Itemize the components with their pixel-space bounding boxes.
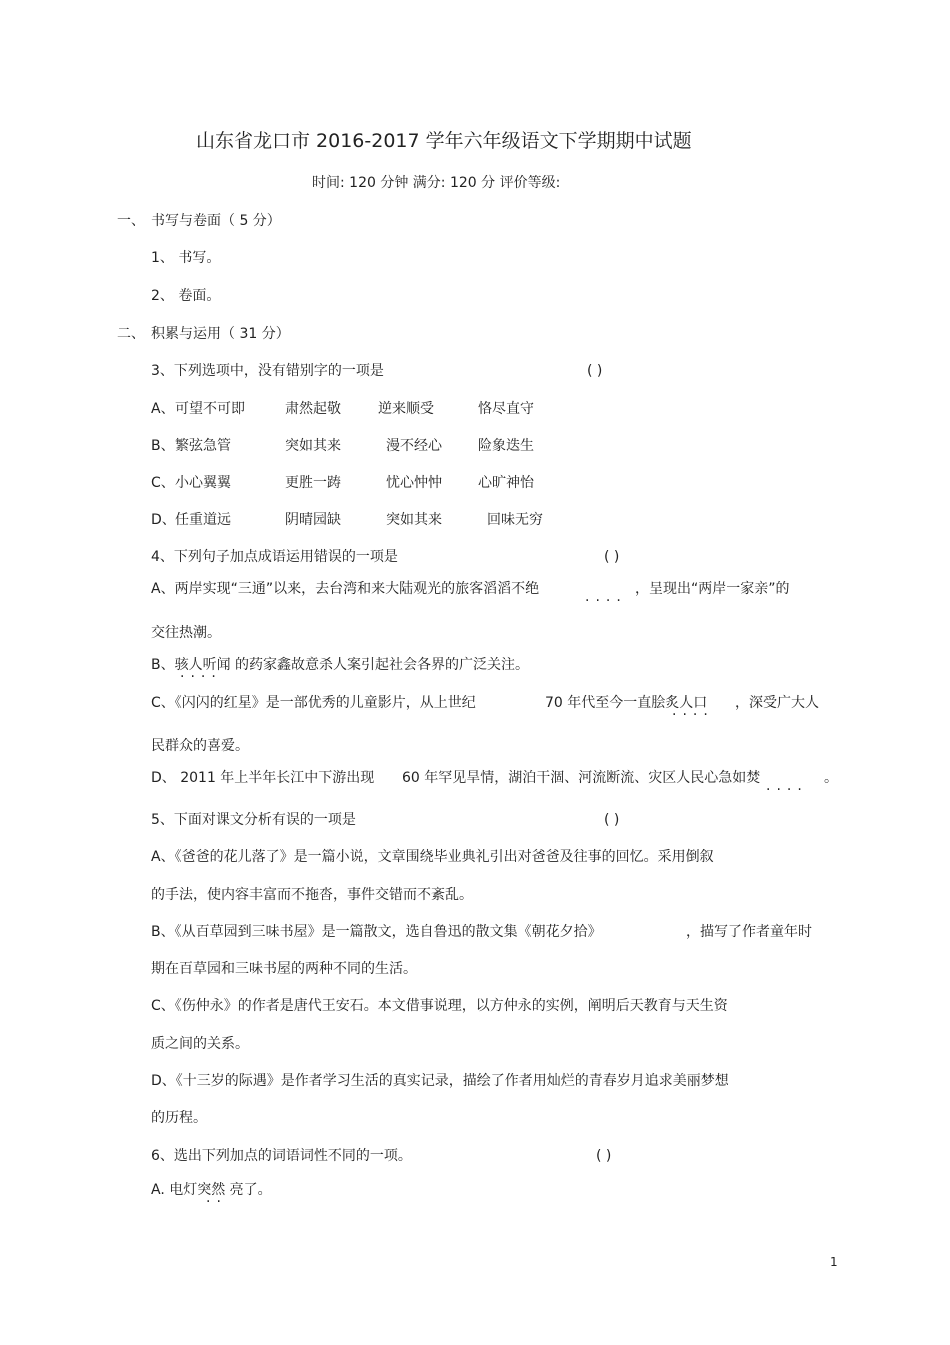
q3-option-d-word-3: 突如其来	[386, 512, 442, 528]
q3-option-d-word-4: 回味无穷	[487, 512, 543, 528]
q3-option-a-word-1: 可望不可即	[175, 401, 245, 417]
q4-option-d-line-1: D、 2011 年上半年长江中下游出现	[151, 770, 375, 786]
q4-option-c-line-1: C、《闪闪的红星》是一部优秀的儿童影片，从上世纪	[151, 695, 476, 711]
emphasis-dots: ····	[766, 782, 808, 798]
section-1-title: 书写与卷面（ 5 分）	[151, 213, 281, 229]
q3-option-c-word-4: 心旷神怡	[478, 475, 534, 491]
section-1-number: 一、	[117, 213, 145, 229]
emphasis-dots: ····	[585, 593, 627, 609]
q5-option-b-line-1: B、《从百草园到三味书屋》是一篇散文，选自鲁迅的散文集《朝花夕拾》	[151, 924, 602, 940]
q3-option-a-word-3: 逆来顺受	[378, 401, 434, 417]
item-handwriting: 1、 书写。	[151, 250, 221, 266]
q4-option-d-line-1-tail: 。	[824, 770, 838, 786]
page-number: 1	[830, 1255, 838, 1269]
q3-option-d-label: D、	[151, 512, 176, 528]
q4-option-d-line-1-mid: 60 年罕见旱情，湖泊干涸、河流断流、灾区人民心急如焚	[402, 770, 761, 786]
q4-option-a-line-1-tail: ，呈现出“两岸一家亲”的	[635, 581, 790, 597]
q3-option-a-label: A、	[151, 401, 175, 417]
q5-option-b-line-2: 期在百草园和三味书屋的两种不同的生活。	[151, 961, 417, 977]
question-4-answer-paren: ( )	[604, 549, 620, 565]
q5-option-c-line-1: C、《伤仲永》的作者是唐代王安石。本文借事说理，以方仲永的实例，阐明后天教育与天生资	[151, 998, 728, 1014]
q4-option-a-line-2: 交往热潮。	[151, 625, 221, 641]
question-3-answer-paren: ( )	[587, 363, 603, 379]
q3-option-a-word-4: 恪尽直守	[478, 401, 534, 417]
q4-option-c-line-2: 民群众的喜爱。	[151, 738, 249, 754]
emphasis-dots: ····	[672, 707, 714, 723]
q4-option-a-line-1: A、两岸实现“三通”以来，去台湾和来大陆观光的旅客滔滔不绝	[151, 581, 540, 597]
q4-option-c-line-1-mid: 70 年代至今一直脍炙人口	[545, 695, 708, 711]
q3-option-b-word-2: 突如其来	[285, 438, 341, 454]
emphasis-dots: ····	[180, 669, 222, 685]
q4-option-b: B、骇人听闻 的药家鑫故意杀人案引起社会各界的广泛关注。	[151, 657, 530, 673]
page-title: 山东省龙口市 2016-2017 学年六年级语文下学期期中试题	[196, 130, 692, 152]
q3-option-d-word-1: 任重道远	[175, 512, 231, 528]
q3-option-b-word-1: 繁弦急管	[175, 438, 231, 454]
q5-option-a-line-2: 的手法，使内容丰富而不拖沓，事件交错而不紊乱。	[151, 887, 473, 903]
question-4-stem: 4、下列句子加点成语运用错误的一项是	[151, 549, 398, 565]
q3-option-d-word-2: 阴晴园缺	[285, 512, 341, 528]
q5-option-a-line-1: A、《爸爸的花儿落了》是一篇小说，文章围绕毕业典礼引出对爸爸及往事的回忆。采用倒叙	[151, 849, 714, 865]
section-2-number: 二、	[117, 326, 145, 342]
section-2-title: 积累与运用（ 31 分）	[151, 326, 290, 342]
q6-option-a: A. 电灯突然 亮了。	[151, 1182, 272, 1198]
q5-option-d-line-1: D、《十三岁的际遇》是作者学习生活的真实记录，描绘了作者用灿烂的青春岁月追求美丽梦想	[151, 1073, 729, 1089]
q3-option-c-word-3: 忧心忡忡	[386, 475, 442, 491]
question-3-stem: 3、下列选项中，没有错别字的一项是	[151, 363, 384, 379]
q4-option-c-line-1-tail: ，深受广大人	[735, 695, 819, 711]
question-6-answer-paren: ( )	[596, 1148, 612, 1164]
q3-option-c-label: C、	[151, 475, 175, 491]
q5-option-c-line-2: 质之间的关系。	[151, 1036, 249, 1052]
question-5-stem: 5、下面对课文分析有误的一项是	[151, 812, 356, 828]
question-5-answer-paren: ( )	[604, 812, 620, 828]
q3-option-c-word-2: 更胜一踌	[285, 475, 341, 491]
exam-meta: 时间: 120 分钟 满分: 120 分 评价等级:	[312, 175, 561, 191]
emphasis-dots: ··	[206, 1194, 227, 1210]
q3-option-b-word-4: 险象迭生	[478, 438, 534, 454]
q5-option-b-line-1-tail: ，描写了作者童年时	[686, 924, 812, 940]
item-page-neatness: 2、 卷面。	[151, 288, 221, 304]
q3-option-b-word-3: 漫不经心	[386, 438, 442, 454]
q3-option-c-word-1: 小心翼翼	[175, 475, 231, 491]
q5-option-d-line-2: 的历程。	[151, 1110, 207, 1126]
q3-option-a-word-2: 肃然起敬	[285, 401, 341, 417]
question-6-stem: 6、选出下列加点的词语词性不同的一项。	[151, 1148, 412, 1164]
q3-option-b-label: B、	[151, 438, 175, 454]
